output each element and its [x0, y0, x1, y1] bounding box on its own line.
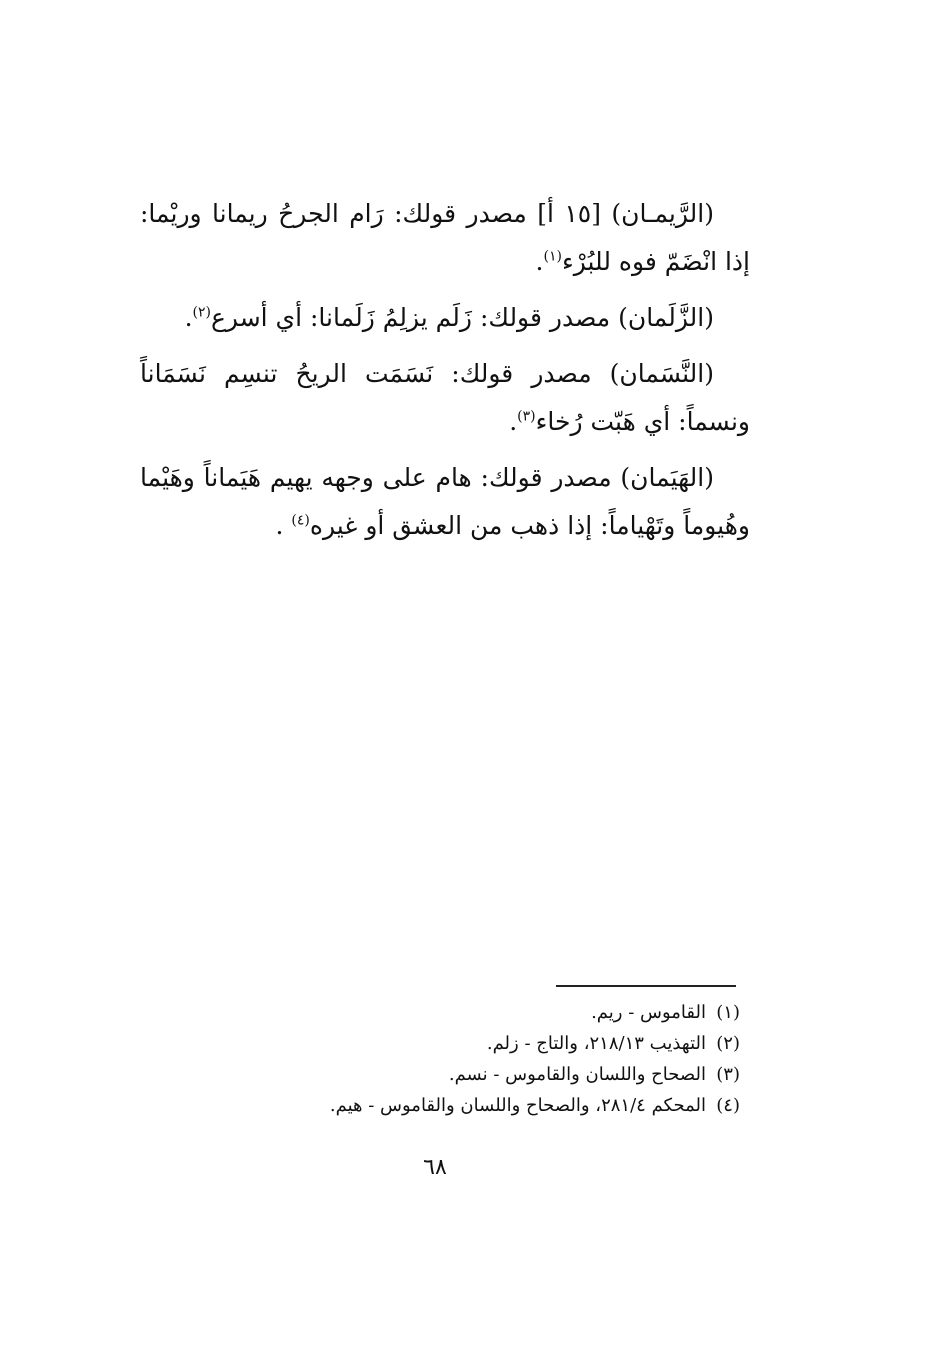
footnote-reference: (٢) [192, 304, 211, 321]
footnote-divider [556, 985, 736, 987]
entry-end: . [184, 303, 193, 332]
footnote-number: (٤) [716, 1095, 740, 1116]
footnote-item [300, 1028, 740, 1059]
footnote-text: التهذيب ٢١٨/١٣، والتاج - زلم. [486, 1033, 706, 1054]
footnote-number: (٢) [716, 1033, 740, 1054]
entry-end: . [275, 511, 292, 540]
footnote-item [300, 997, 740, 1028]
footnote-number: (٣) [716, 1064, 740, 1085]
entry-paragraph [140, 294, 750, 342]
footnote-text: المحكم ٢٨١/٤، والصحاح واللسان والقاموس - هيم. [329, 1095, 706, 1116]
entry-paragraph [140, 350, 750, 446]
page-number: ٦٨ [423, 1155, 447, 1180]
footnote-number: (١) [716, 1002, 740, 1023]
entry-paragraph [140, 454, 750, 550]
main-text [140, 190, 750, 558]
footnotes [300, 997, 740, 1121]
entry-paragraph [140, 190, 750, 286]
footnote-item [300, 1059, 740, 1090]
footnote-text: القاموس - ريم. [591, 1002, 706, 1023]
entry-text: (الزَّلَمان) مصدر قولك: زَلَم يزلِمُ زَلَمانا: أي أسرع [211, 303, 714, 332]
entry-end: . [535, 247, 544, 276]
footnote-reference: (٤) [291, 512, 310, 529]
entry-text: (الرَّيمـان) [١٥ أ] مصدر قولك: رَام الجرحُ ريمانا وريْما: إذا انْضَمّ فوه للبُرْء [140, 199, 750, 276]
footnote-reference: (٣) [517, 408, 536, 425]
footnote-reference: (١) [543, 248, 562, 265]
footnote-item [300, 1090, 740, 1121]
entry-text: (الهَيَمان) مصدر قولك: هام على وجهه يهيم هَيَماناً وهَيْما وهُيوماً وتَهْياماً: إذا ذهب من العشق أو غيره [140, 463, 750, 540]
entry-text: (النَّسَمان) مصدر قولك: نَسَمَت الريحُ تنسِم نَسَمَاناً ونسماً: أي هَبّت رُخاء [140, 359, 750, 436]
footnote-text: الصحاح واللسان والقاموس - نسم. [448, 1064, 706, 1085]
entry-end: . [509, 407, 518, 436]
